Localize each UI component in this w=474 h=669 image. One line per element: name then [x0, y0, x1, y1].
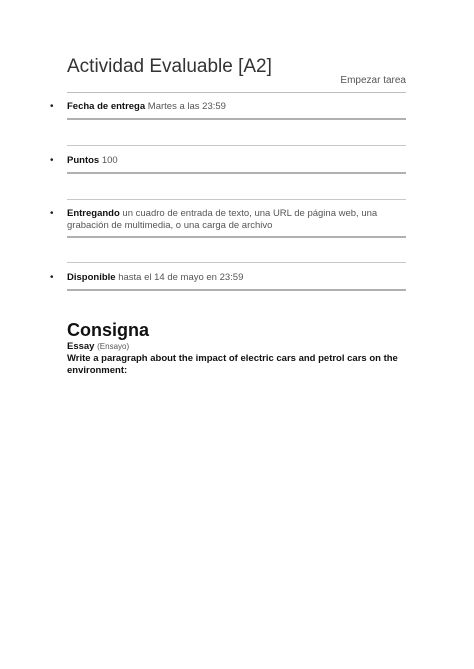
divider — [67, 236, 406, 238]
divider — [67, 289, 406, 291]
instructions-heading: Consigna — [67, 320, 150, 340]
detail-value: 100 — [101, 155, 118, 166]
bullet-icon: • — [50, 272, 54, 283]
start-assignment-link[interactable]: Empezar tarea — [340, 75, 406, 86]
bullet-icon: • — [50, 208, 54, 219]
assignment-prompt: Write a paragraph about the impact of electric cars and petrol cars on the environment: — [67, 353, 398, 376]
divider — [67, 92, 406, 93]
page-title: Actividad Evaluable [A2] — [67, 56, 272, 77]
detail-label: Entregando — [67, 208, 120, 219]
detail-value: hasta el 14 de mayo en 23:59 — [118, 272, 244, 283]
detail-value: Martes a las 23:59 — [147, 101, 226, 112]
divider — [67, 172, 406, 174]
detail-availability — [50, 272, 406, 284]
bullet-icon: • — [50, 101, 54, 112]
detail-label: Disponible — [67, 272, 116, 283]
divider — [67, 262, 406, 263]
detail-label: Fecha de entrega — [67, 101, 146, 112]
detail-points — [50, 155, 406, 167]
assignment-type-label: Essay — [67, 341, 95, 352]
detail-value: un cuadro de entrada de texto, una URL de página web, una grabación de multimedia, o una carga de archivo — [67, 208, 378, 231]
bullet-icon: • — [50, 155, 54, 166]
detail-label: Puntos — [67, 155, 100, 166]
divider — [67, 199, 406, 200]
assignment-type-translation: (Ensayo) — [97, 342, 130, 351]
detail-submission-types — [50, 208, 406, 232]
detail-due-date — [50, 101, 406, 113]
divider — [67, 145, 406, 146]
divider — [67, 118, 406, 120]
assignment-type — [67, 341, 129, 352]
